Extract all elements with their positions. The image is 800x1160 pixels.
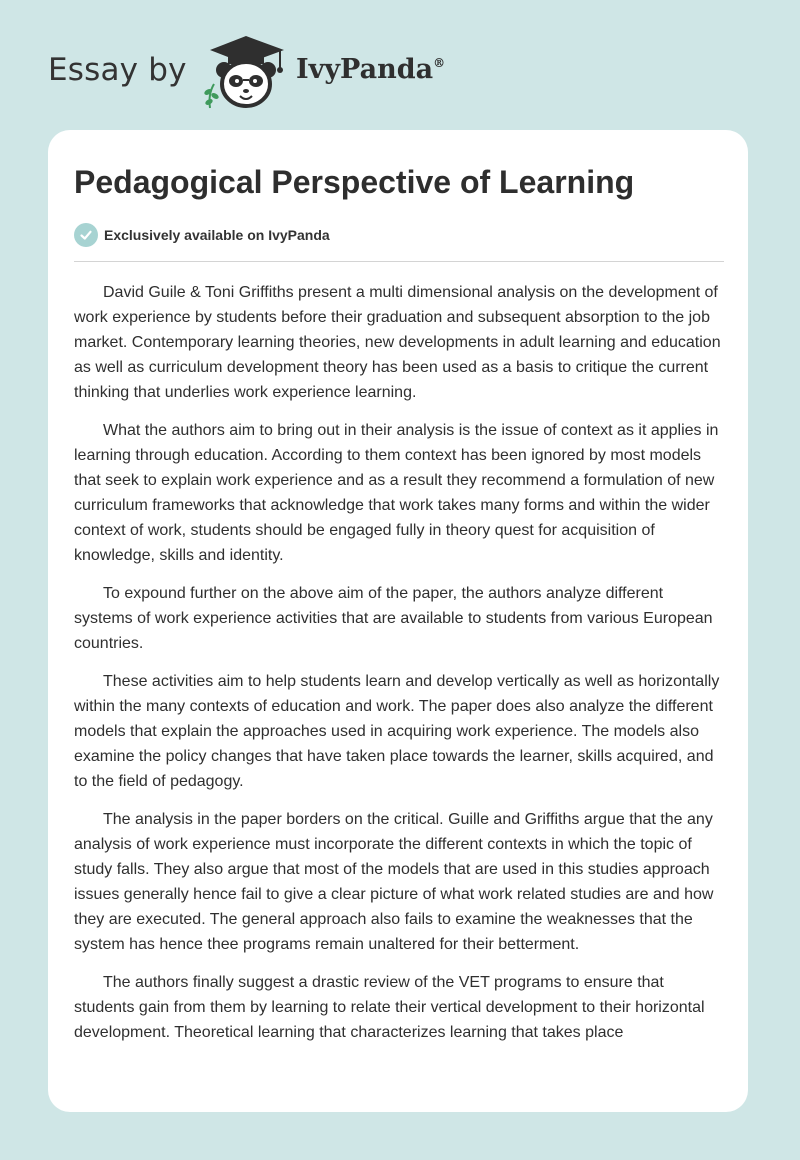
registered-mark: ® (433, 56, 446, 70)
exclusive-badge (74, 222, 330, 248)
paragraph: The authors finally suggest a drastic review of the VET programs to ensure that students gain from them by learning to relate their vertical development to their horizontal development. Theoretical learning that characterizes learning that takes place (74, 974, 705, 1041)
badge-label: Exclusively available on IvyPanda (104, 227, 330, 243)
paragraph: These activities aim to help students learn and develop vertically as well as horizontally within the many contexts of education and work. The paper does also analyze the different models that explain the approaches used in acquiring work experience. The models also examine the policy changes that have taken place towards the learner, skills acquired, and to the field of pedagogy. (74, 673, 720, 790)
site-header (0, 0, 800, 130)
logo-wordmark[interactable]: IvyPanda® (296, 54, 446, 85)
paragraph: David Guile & Toni Griffiths present a multi dimensional analysis on the development of work experience by students before their graduation and subsequent absorption to the job market. Contemporary learning theories, new developments in adult learning and education as well as curriculum development theory has been used as a basis to critique the current thinking that underlies work experience learning. (74, 284, 721, 401)
check-icon (74, 223, 98, 247)
article-card (48, 130, 748, 1112)
article-body (74, 280, 725, 1058)
paragraph: What the authors aim to bring out in their analysis is the issue of context as it applies in learning through education. According to them context has been ignored by most models that seek to explain work experience and as a result they recommend a formulation of new curriculum frameworks that acknowledge that work takes many forms and within the wider context of work, students should be engaged fully in theory quest for acquisition of knowledge, skills and identity. (74, 422, 719, 564)
panda-graduate-icon[interactable] (200, 34, 292, 110)
paragraph: To expound further on the above aim of the paper, the authors analyze different systems of work experience activities that are available to students from various European countries. (74, 585, 713, 652)
brand-text: Essay by (48, 52, 187, 88)
divider (74, 261, 724, 262)
paragraph: The analysis in the paper borders on the critical. Guille and Griffiths argue that the any analysis of work experience must incorporate the different contexts in which the topic of study falls. They also argue that most of the models that are used in this studies approach issues generally hence fail to give a clear picture of what work related studies are and how they are executed. The general approach also fails to examine the weaknesses that the system has hence thee programs remain unaltered for their betterment. (74, 811, 714, 953)
page-title: Pedagogical Perspective of Learning (74, 164, 635, 200)
